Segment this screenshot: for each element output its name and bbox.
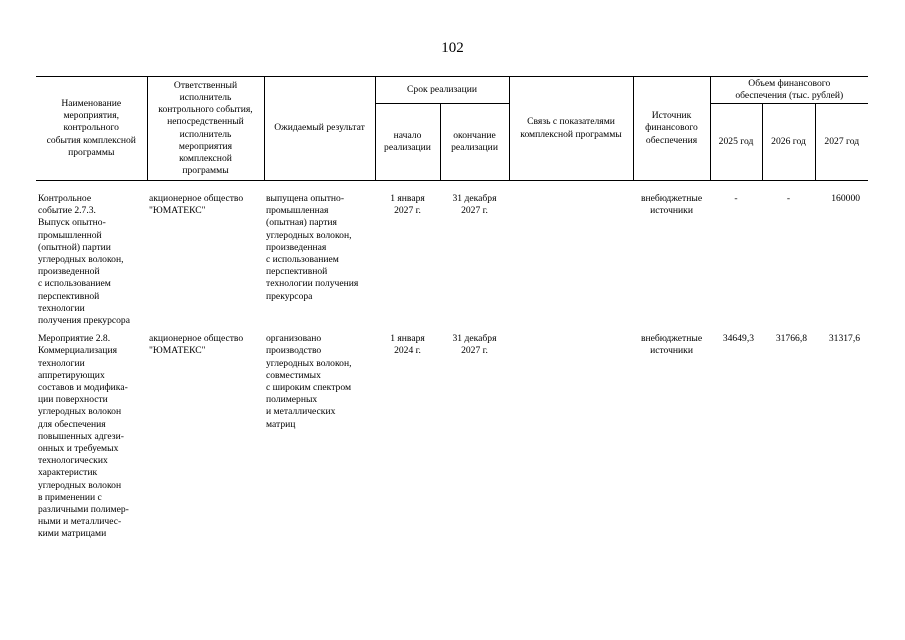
cell-source: внебюджетные источники (640, 333, 703, 357)
header-period: Срок реализации (375, 77, 509, 104)
header-year-2027: 2027 год (815, 104, 868, 181)
cell-source: внебюджетные источники (640, 193, 703, 217)
table-body (36, 181, 868, 541)
header-result: Ожидаемый результат (264, 77, 375, 181)
cell-link (509, 327, 633, 540)
cell-value-2027: 160000 (831, 193, 861, 204)
cell-end: 31 декабря 2027 г. (452, 193, 497, 217)
cell-name: Контрольное событие 2.7.3. Выпуск опытно- промышленной (опытной) партии углеродных волокон, произведенной с использованием перспективной технологии получения прекурсора (38, 193, 130, 327)
cell-value-2025: - (734, 193, 738, 204)
program-activities-table (36, 76, 868, 541)
page-number: 102 (441, 40, 464, 56)
header-period-end: окончание реализации (440, 104, 509, 181)
header-responsible: Ответственный исполнитель контрольного события, непосредственный исполнитель мероприятия комплексной программы (147, 77, 264, 181)
header-year-2025: 2025 год (710, 104, 762, 181)
cell-end: 31 декабря 2027 г. (452, 333, 497, 357)
cell-start: 1 января 2024 г. (390, 333, 425, 357)
table-row (36, 181, 868, 328)
header-link: Связь с показателями комплексной программы (509, 77, 633, 181)
cell-link (509, 181, 633, 328)
cell-responsible: акционерное общество "ЮМАТЕКС" (149, 193, 244, 217)
header-finance: Объем финансового обеспечения (тыс. рублей) (710, 77, 868, 104)
header-name: Наименование мероприятия, контрольного события комплексной программы (36, 77, 147, 181)
cell-value-2027: 31317,6 (828, 333, 861, 345)
cell-start: 1 января 2027 г. (390, 193, 425, 217)
table-row (36, 327, 868, 540)
table-header (36, 77, 868, 181)
cell-result: организовано производство углеродных волокон, совместимых с широким спектром полимерных и металлических матриц (266, 333, 352, 430)
cell-value-2026: - (786, 193, 791, 204)
cell-responsible: акционерное общество "ЮМАТЕКС" (149, 333, 244, 357)
header-year-2026: 2026 год (762, 104, 815, 181)
header-source: Источник финансового обеспечения (633, 77, 710, 181)
header-period-start: начало реализации (375, 104, 440, 181)
cell-result: выпущена опытно- промышленная (опытная) партия углеродных волокон, произведенная с использованием перспективной технологии получения прекурсора (266, 193, 359, 302)
cell-name: Мероприятие 2.8. Коммерциализация технологии аппретирующих составов и модифика- ции поверхности углеродных волокон для обеспечения повышенных адгези- онных и требуемых технологических характеристик углеродных волокон в применении с различными полимер- ными и металличес- кими матрицами (38, 333, 129, 540)
cell-value-2025: 34649,3 (722, 333, 755, 345)
cell-value-2026: 31766,8 (775, 333, 808, 345)
